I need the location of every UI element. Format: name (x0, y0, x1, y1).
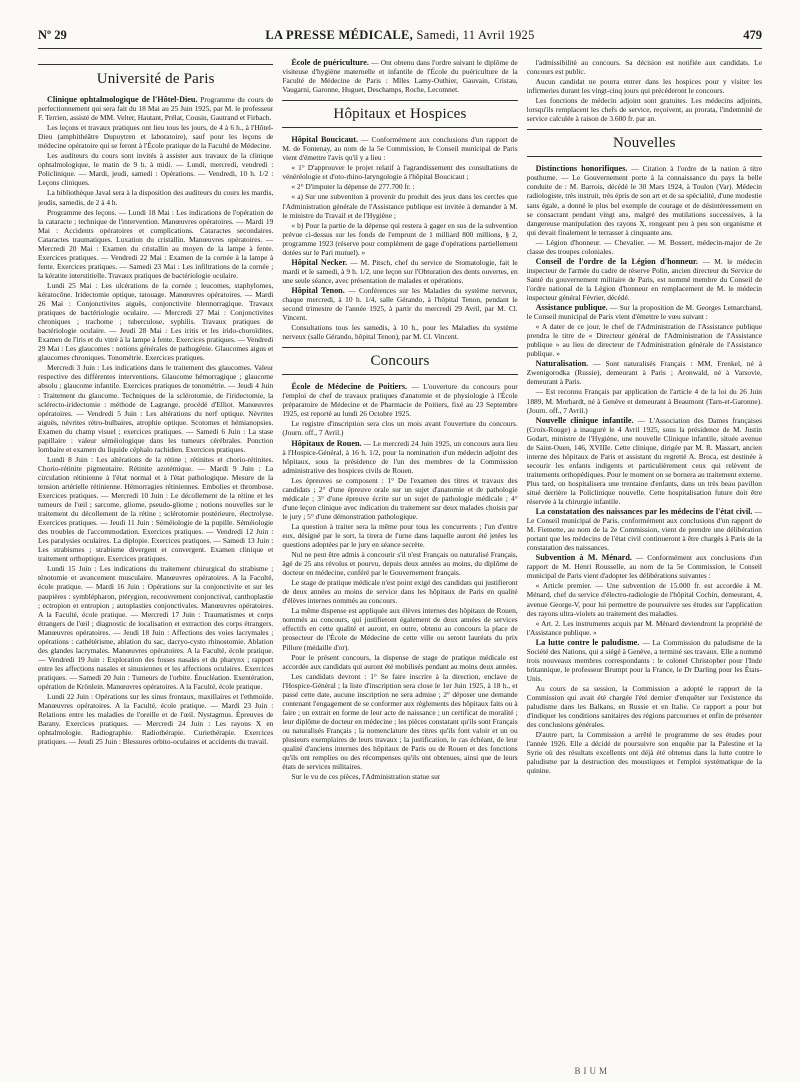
paragraph: Lundi 22 Juin : Opérations sur les sinus frontaux, maxillaires et l'ethmoïde. Manœuvres opératoires. A la Faculté, école pratique. — Mardi 23 Juin : Relations entre les maladies de l'oreille et de l'œil. Nystagmus. Épreuves de Barany. Exercices pratiques. — Mercredi 24 Juin : Les rayons X en ophtalmologie. Radiographie. Radiothérapie. Curiethérapie. Exercices pratiques. — Jeudi 25 Juin : Blessures orbito-oculaires et accidents du travail. (38, 692, 274, 747)
article-naissances (527, 507, 762, 552)
paragraph: Les épreuves se composent : 1° De l'examen des titres et travaux des candidats ; 2° d'une épreuve orale sur un sujet d'anatomie et de pathologie médicale ; 3° d'une épreuve écrite sur un sujet de pathologie médicale ; 4° d'une leçon clinique avec indication du traitement sur deux malades choisis par le jury ; 5° d'une démonstration pathologique. (282, 475, 518, 521)
article-heading: Nouvelle clinique infantile. (535, 415, 634, 425)
running-title (38, 28, 762, 43)
paragraph: Nul ne peut être admis à concourir s'il n'est Français ou naturalisé Français, âgé de 25 ans révolus et pourvu, depuis deux années au moins, du diplôme de docteur en médecine, conféré par le Gouvernement français. (282, 550, 518, 578)
issue-date: Samedi, 11 Avril 1925 (416, 28, 535, 42)
article-text: — M. le médecin inspecteur de l'armée du cadre de réserve Polin, ancien directeur du Service de Santé du gouvernement militaire de Paris, est nommé membre du Conseil de l'ordre national de la Légion d'honneur en remplacement de M. le médecin inspecteur général Février, décédé. (526, 256, 762, 302)
paragraph: Pour le présent concours, la dispense de stage de pratique médicale est accordée aux candidats qui auront été mobilisés pendant au moins deux années. (282, 652, 518, 671)
paragraph: D'autre part, la Commission a arrêté le programme de ses études pour l'année 1926. Elle a décidé de poursuivre son enquête par la Palestine et la Syrie où des résultats excellents ont déjà été obtenus dans la lutte contre le paludisme par la destruction des moustiques et l'emploi systématique de la quinine. (526, 730, 762, 776)
article-text: — La Commission du paludisme de la Société des Nations, qui a siégé à Genève, a terminé ses travaux. Elle a nommé trois nouveaux membres correspondants : le colonel Christopher pour l'Inde britannique, le professeur Brumpt pour la France, le Dr Darling pour les États-Unis. (526, 637, 762, 683)
article-text: — M. Pitsch, chef du service de Stomatologie, fait le mardi et le samedi, à 9 h. 1/2, une leçon sur l'Obturation des dents ouvertes, en une seule séance, avec présentation de malades et opérations. (282, 257, 518, 285)
section-title-universite: Université de Paris (38, 64, 273, 88)
article-puericulture (282, 58, 517, 94)
article-heading: Assistance publique. (535, 303, 608, 313)
paragraph: La même dispense est appliquée aux élèves internes des hôpitaux de Rouen, nommés au concours, qui justifieront également de deux années de services effectifs en cette qualité et auront, en outre, obtenu au concours la place de prosecteur de l'École de Médecine de cette ville ou seront lauréats du prix Pillore (médaille d'or). (282, 606, 518, 652)
article-heading: Naturalisation. (535, 359, 589, 369)
columns (38, 58, 762, 1060)
paragraph: Programme des leçons. — Lundi 18 Mai : Les indications de l'opération de la cataracte ; technique de l'intervention. Manœuvres opératoires. — Mardi 19 Mai : Accidents opératoires et complications. Cataractes secondaires. Cataractes traumatiques. Luxation du cristallin. Manœuvres opératoires. — Mercredi 20 Mai : Examen du cristallin au moyen de la lampe à fente. Exercices pratiques. — Vendredi 22 Mai : Examen de la cornée à la lampe à fente. Exercices pratiques. — Samedi 23 Mai : Les infiltrations de la cornée ; la kératite interstitielle. Travaux pratiques de bactériologie oculaire. (38, 207, 274, 280)
article-clinique (38, 95, 273, 122)
article-heading: Distinctions honorifiques. (535, 164, 628, 174)
paragraph: Le stage de pratique médicale n'est point exigé des candidats qui justifieront de deux années au moins de service dans les hôpitaux de Paris en qualité d'élèves internes nommés au concours. (282, 578, 518, 606)
library-watermark: BIUM (574, 1066, 610, 1076)
paragraph: La question à traiter sera la même pour tous les concurrents ; l'un d'entre eux, désigné par le sort, la tirera de l'urne dans laquelle auront été jetées les questions adoptées par le jury en séance secrète. (282, 521, 518, 550)
article-heading: Subvention à M. Ménard. (535, 553, 632, 563)
paragraph: Aucun candidat ne pourra entrer dans les hospices pour y visiter les infirmeries durant les vingt-cinq jours qui précéderont le concours. (526, 77, 762, 96)
header-rule (38, 48, 762, 49)
paragraph: Lundi 15 Juin : Les indications du traitement chirurgical du strabisme ; ténotomie et avancement musculaire. Manœuvres opératoires. A la Faculté, école pratique. — Mardi 16 Juin : Opérations sur la conjonctivite et sur les paupières : symblépharon, ptérygion, recouvrement conjonctival, canthoplastie ; ectropion et entropion ; autoplasties conjonctivales. Manœuvres opératoires. A la Faculté, école pratique. — Mercredi 17 Juin : Traumatismes et corps étrangers de l'œil ; diagnostic de localisation et extraction des corps étrangers. Manœuvres opératoires. — Jeudi 18 Juin : Affections des voies lacrymales ; opérations : cathétérisme, ablation du sac, dacryo-cysto rhinostomie. Ablation des glandes lacrymales. Manœuvres opératoires. A la Faculté, école pratique. — Vendredi 19 Juin : Exploration des fosses nasales et du pharynx ; rapport entre les affections nasales et sinusiennes et les affections oculaires. Exercices pratiques. — Samedi 20 Juin : Tumeurs de l'orbite. Énucléation. Exentération, opération de Krönlein. Manœuvres opératoires. A la Faculté, école pratique. (38, 564, 274, 691)
article-heading: Hôpitaux de Rouen. (291, 438, 362, 448)
paragraph: « A dater de ce jour, le chef de l'Administration de l'Assistance publique prendra le titre de « Directeur général de l'Administration de l'Assistance publique » au lieu de directeur de l'Administration générale de l'Assistance publique. » (526, 322, 762, 359)
column-1 (38, 58, 273, 1060)
article-heading: Hôpital Boucicaut. (291, 135, 359, 145)
page-number: 479 (743, 28, 762, 42)
paragraph: l'admissibilité au concours. Sa décision est notifiée aux candidats. Le concours est public. (526, 58, 762, 77)
paragraph: Les leçons et travaux pratiques ont lieu tous les jours, de 4 à 6 h., à l'Hôtel-Dieu (amphithéâtre Dupuytren et laboratoire), sauf pour les leçons de médecine opératoire qui se feront à l'École pratique de la Faculté de Médecine. (38, 123, 274, 151)
paragraph: Les fonctions de médecin adjoint sont gratuites. Les médecins adjoints, lorsqu'ils remplacent les chefs de service, reçoivent, au prorata, l'indemnité de service calculée à raison de 3.600 fr. par an. (526, 96, 762, 124)
article-text: — Conformément aux conclusions d'un rapport de M. de Fontenay, au nom de la 5e Commission, le Conseil municipal de Paris vient d'émettre l'avis qu'il y a lieu : (282, 135, 518, 163)
paragraph: Le registre d'inscription sera clos un mois avant l'ouverture du concours. (Journ. off., 7 Avril.) (282, 419, 518, 438)
page-header (38, 28, 762, 46)
paragraph: Sur le vu de ces pièces, l'Administration statue sur (291, 772, 441, 782)
article-rouen (282, 439, 517, 475)
article-heading: École de Médecine de Poitiers. (291, 382, 408, 392)
article-heading: Clinique ophtalmologique de l'Hôtel-Dieu. (47, 95, 198, 104)
article-clinique-infantile (527, 416, 762, 506)
article-text: Programme du cours de perfectionnement qui sera fait du 18 Mai au 25 Juin 1925, par M. le professeur F. Terrien, assisté de MM. Velter, Hautant, Prélat, Cousin, Gautrand et Firbach. (38, 95, 274, 123)
article-boucicaut (282, 135, 517, 162)
column-2 (282, 58, 517, 1060)
article-text: — L'ouverture du concours pour l'emploi de chef de travaux pratiques d'anatomie et de physiologie à l'École préparatoire de Médecine et de Pharmacie de Poitiers, fixé au 23 Septembre 1925, est reporté au lundi 26 Octobre 1925. (282, 382, 518, 419)
paragraph: « 2° D'imputer la dépense de 277.700 fr. : (291, 182, 415, 192)
section-title-hopitaux: Hôpitaux et Hospices (282, 100, 517, 128)
article-heading: La constatation des naissances par les médecins de l'état civil. (535, 507, 753, 517)
article-tenon (282, 286, 517, 322)
article-necker (282, 258, 517, 285)
article-heading: École de puériculture. (291, 58, 369, 67)
article-heading: Hôpital Tenon. (291, 285, 345, 295)
article-naturalisation (527, 359, 762, 386)
article-text: — Ont obtenu dans l'ordre suivant le diplôme de visiteuse d'hygiène maternelle et infantile de l'École du puériculture de la Faculté de Médecine de Paris : Mlles Lamy-Outhier, Gauvain, Cristau, Vaugarni, Garonne, Huguet, Deschamps, Roche, Lecomnet. (282, 58, 518, 95)
article-text: — Citation à l'ordre de la nation à titre posthume. — Le Gouvernement porte à la connaissance du pays la belle conduite de : M. Barrois, décédé le 30 Mars 1924, à Toulon (Var). Médecin radiologiste, très instruit, très épris de son art et de sa spécialité, d'une modestie sans égale, a donné le plus bel exemple de courage et de désintéressement en se consacrant pendant vingt ans, malgré des mutilations successives, à la dangereuse manipulation des rayons X, rongeant peu à peu son organisme et qui devait finalement le terrasser à cinquante ans. (526, 164, 762, 237)
paragraph: La bibliothèque Javal sera à la disposition des auditeurs du cours les mardis, jeudis, samedis, de 2 à 4 h. (38, 188, 274, 207)
article-heading: La lutte contre le paludisme. (535, 637, 640, 647)
paragraph: « a) Sur une subvention à provenir du produit des jeux dans les cercles que l'Administration générale de l'Assistance publique est invitée à demander à M. le ministre du Travail et de l'Hygiène ; (282, 192, 518, 220)
article-poitiers (282, 382, 517, 418)
article-legion (527, 257, 762, 302)
section-title-concours: Concours (282, 347, 517, 375)
article-heading: Hôpital Necker. (291, 257, 348, 267)
paragraph: Les candidats devront : 1° Se faire inscrire à la direction, enclave de l'Hospice-Général ; la liste d'inscription sera close le 1er Juin 1925, à 18 h., et passé cette date, aucune inscription ne sera admise ; 2° déposer une demande contenant l'engagement de se conformer aux règlements des hôpitaux faits ou à faire ; un extrait en forme de leur acte de naissance ; un certificat de moralité ; leur diplôme de docteur en médecine ; les pièces constatant qu'ils sont Français ou naturalisés Français ; la nomenclature des titres qu'ils font valoir et un ou plusieurs exemplaires de leurs travaux ; la justification, le cas échéant, de leur qualité d'anciens internes des hôpitaux de Paris ou de Rouen et des fonctions qu'ils ont remplies ou des récompenses qu'ils ont obtenues, ainsi que de leurs états de services militaires. (282, 671, 518, 772)
paragraph: Au cours de sa session, la Commission a adopté le rapport de la Commission qui avait été chargée l'été dernier d'enquêter sur l'existence du paludisme dans les Balkans, en Russie et en Italie. Ce rapport a pour but d'indiquer les conditions sanitaires des régions parcourues et enfin de présenter des conclusions générales. (526, 683, 762, 730)
paragraph: Lundi 25 Mai : Les ulcérations de la cornée ; leucomes, staphylomes, kératocône. Iridectomie optique, tatouage. Manœuvres opératoires. — Mardi 26 Mai : Conjonctivites aiguës, conjonctivite blennorragique. Travaux pratiques de bactériologie oculaire. — Mercredi 27 Mai : Conjonctivites chroniques ; trachome ; tuberculose, syphilis. Travaux pratiques de bactériologie oculaire. — Jeudi 28 Mai : Les iritis et les irido-choroïdites. Examen de l'iris et du vitré à la lampe à fente. Exercices pratiques. — Vendredi 29 Mai : Les glaucomes : notions générales de pathogénie. Glaucomes aigus et glaucomes chroniques. Tonométrie. Exercices pratiques. (38, 280, 274, 363)
article-heading: Conseil de l'ordre de la Légion d'honneur. (535, 256, 698, 266)
article-text: — Sur la proposition de M. Georges Lemarchand, le Conseil municipal de Paris vient d'émettre le vœu suivant : (526, 303, 762, 322)
issue-number: Nº 29 (38, 28, 67, 42)
paragraph: « 1° D'approuver le projet relatif à l'agrandissement des consultations de vénéréologie et d'oto-rhino-laryngologie à l'hôpital Boucicaut ; (282, 163, 518, 182)
article-text: — Le mercredi 24 Juin 1925, un concours aura lieu à l'Hospice-Général, à 16 h. 1/2, pour la nomination d'un médecin adjoint des hôpitaux, sous la présidence de l'un des membres de la Commission administrative des hospices civils de Rouen. (282, 438, 518, 475)
paragraph: « Art. 2. Les instruments acquis par M. Ménard deviendront la propriété de l'Assistance publique. » (526, 618, 762, 637)
article-text: — Sont naturalisés Français : MM. Frenkel, né à Zwenigorodka (Russie), demeurant à Paris ; Aronwald, né à Varsovie, demeurant à Paris. (526, 359, 762, 387)
article-distinctions (527, 164, 762, 236)
paragraph: Mercredi 3 Juin : Les indications dans le traitement des glaucomes. Valeur respective des différentes interventions. Glaucome hémorragique ; glaucome absolu ; glaucome infantile. Exercices pratiques de tonométrie. — Jeudi 4 Juin : Traitement du glaucome. Techniques de la sclérotomie, de l'iridectomie, la sclérecto-iridectomie : méthode de Lagrange, procédé d'Elliot. Manœuvres opératoires. — Vendredi 5 Juin : Les altérations du nerf optique. Névrites aiguës, névrites rétro-bulbaires, atrophie optique. Scotomes et hémianopsies. Examen du champ visuel ; exercices pratiques. — Samedi 6 Juin : La stase papillaire : valeur séméiologique dans les tumeurs cérébrales. Ponction lombaire et examen du liquide céphalo rachidien. Exercices pratiques. (38, 363, 274, 454)
article-assistance (527, 303, 762, 321)
article-paludisme (527, 638, 762, 683)
paragraph: Consultations tous les samedis, à 10 h., pour les Maladies du système nerveux (salle Gérando, hôpital Tenon), par M. Cl. Vincent. (282, 323, 518, 342)
article-menard (527, 553, 762, 580)
paragraph: — Légion d'honneur. — Chevalier. — M. Bossert, médecin-major de 2e classe des troupes coloniales. (526, 237, 762, 256)
paragraph: Les auditeurs du cours sont invités à assister aux travaux de la clinique ophtalmologique, le matin de 9 h. à midi. — Lundi, mercredi, vendredi : Policlinique. — Mardi, jeudi, samedi : Opérations. — Vendredi, 10 h. 1/2 : Leçons cliniques. (38, 151, 274, 188)
paragraph: — Est reconnu Français par application de l'article 4 de la loi du 26 Juin 1889, M. Morhardt, né à Genève et demeurant à Beaumont (Tarn-et-Garonne). (Journ. off., 7 Avril.) (526, 387, 762, 415)
column-3 (527, 58, 762, 1060)
article-text: — L'Association des Dames françaises (Croix-Rouge) a inauguré le 4 Avril 1925, sous la présidence de M. Justin Godart, ministre de l'Hygiène, une nouvelle Clinique infantile, située avenue de Saint-Ouen, 146, XVIIIe. Cette clinique, dirigée par M. R. Massart, ancien interne des hôpitaux de Paris et assistant du regretté A. Broca, est destinée à secourir les enfants indigents et particulièrement ceux qui relèvent de traitements orthopédiques. Pour le moment on se bornera au traitement externe. Plus tard, on hospitalisera une trentaine d'enfants, dans un très beau pavillon situé derrière la Policlinique nouvelle. Cette hospitalisation future doit être réservée à la chirurgie infantile. (526, 415, 762, 507)
paragraph: « b) Pour la partie de la dépense qui restera à gager en sus de la subvention prévue ci-dessus sur les fonds de l'emprunt de 1 milliard 800 millions, § 2, programme 1923 (réserve pour complément de gage d'opérations partiellement dotées sur le Pari mutuel). » (282, 220, 518, 257)
article-text: — Conformément aux conclusions d'un rapport de M. Henri Rousselle, au nom de la 5e Commission, le Conseil municipal de Paris vient d'adopter les délibérations suivantes : (526, 553, 762, 581)
article-text: — Le Conseil municipal de Paris, conformément aux conclusions d'un rapport de M. Fiemette, au nom de la 2e Commission, vient de prendre une délibération portant que les médecins de l'état civil continueront à être chargés à Paris de la constatation des naissances. (526, 507, 762, 553)
paragraph: Lundi 8 Juin : Les altérations de la rétine ; rétinites et chorio-rétinites. Chorio-rétinite pigmentaire. Rétinite azotémique. — Mardi 9 Juin : La circulation rétinienne à l'état normal et à l'état pathologique. Mesure de la tension artérielle rétinienne. Hémorragies rétiniennes. Embolies et thrombose. Exercices pratiques. — Mercredi 10 Juin : Le décollement de la rétine et les tumeurs de l'œil ; sarcome, gliome, pseudo-gliome ; notions nouvelles sur le traitement du décollement de la rétine ; sclérotomie postérieure, électrolyse. Exercices pratiques. — Jeudi 11 Juin : Séméiologie de la pupille. Séméiologie des troubles de l'accommodation. Exercices pratiques. — Vendredi 12 Juin : Les paralysies oculaires. La diplopie. Exercices pratiques. — Samedi 13 Juin : Les strabismes ; strabisme divergent et convergent. Examen clinique et traitement orthoptique. Exercices pratiques. (38, 454, 274, 564)
journal-title: LA PRESSE MÉDICALE, (265, 28, 414, 42)
paragraph: « Article premier. — Une subvention de 15.000 fr. est accordée à M. Ménard, chef du service d'électro-radiologie de l'hôpital Cochin, demeurant, 4, avenue George-V, pour lui permettre de poursuivre ses études sur l'application des rayons ultra-violets au traitement des maladies. (526, 581, 762, 618)
section-title-nouvelles: Nouvelles (527, 129, 762, 157)
article-text: — Conférences sur les Maladies du système nerveux, chaque mercredi, à 10 h. 1/4, salle Gérando, à l'hôpital Tenon, pendant le second trimestre de l'année 1925, à partir du mercredi 29 Avril, par M. Cl. Vincent. (282, 285, 518, 323)
